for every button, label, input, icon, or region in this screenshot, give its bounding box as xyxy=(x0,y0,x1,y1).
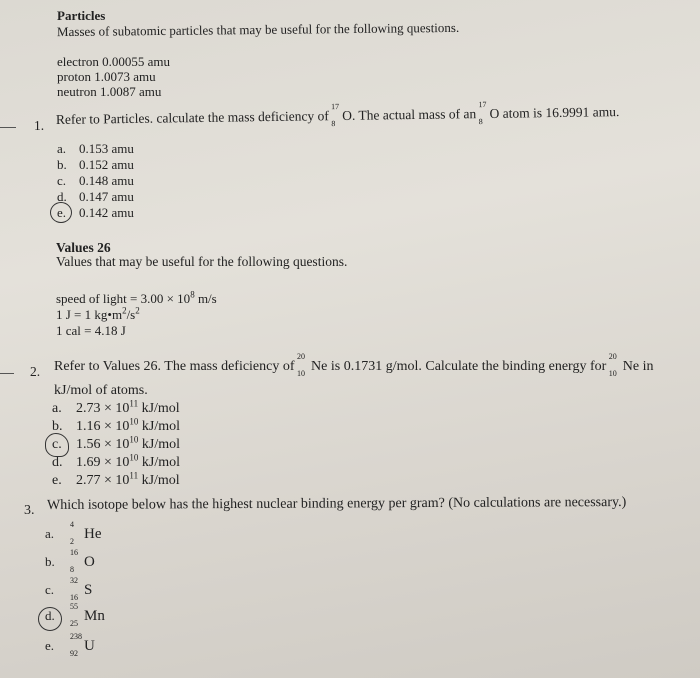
option-exponent: 10 xyxy=(129,452,139,463)
option-text: 0.142 amu xyxy=(79,205,134,220)
q1-stem xyxy=(55,99,620,129)
isotope-s32 xyxy=(70,575,93,602)
option-letter: b. xyxy=(45,554,55,570)
q1-option-a xyxy=(57,141,134,157)
q2-option-e xyxy=(52,470,180,489)
option-letter: b. xyxy=(57,157,67,172)
nuclide-mass: 17 xyxy=(331,102,340,112)
option-text: 0.148 amu xyxy=(79,173,134,188)
option-unit: kJ/mol xyxy=(138,401,180,416)
option-letter: a. xyxy=(45,526,55,542)
option-text: 0.152 amu xyxy=(79,157,134,172)
option-text: 2.77 × 10 xyxy=(76,473,130,488)
nuclide-z: 2 xyxy=(70,536,74,546)
joule-text: 1 J = 1 kg•m xyxy=(56,307,123,322)
nuclide-z: 10 xyxy=(297,369,306,378)
q2-number: 2. xyxy=(30,364,41,379)
q1-nuclide-o17 xyxy=(331,102,353,129)
proton-mass: proton 1.0073 amu xyxy=(57,69,156,84)
option-text: 2.73 × 10 xyxy=(76,401,130,416)
speed-unit: m/s xyxy=(194,291,217,306)
nuclide-mass: 4 xyxy=(70,519,74,529)
speed-text: speed of light = 3.00 × 10 xyxy=(56,291,191,306)
nuclide-symbol: Mn xyxy=(84,607,105,624)
nuclide-z: 8 xyxy=(331,119,336,129)
nuclide-z: 8 xyxy=(70,564,74,574)
q2-line2: kJ/mol of atoms. xyxy=(54,383,148,398)
q1-number: 1. xyxy=(34,118,45,133)
option-unit: kJ/mol xyxy=(138,455,181,470)
q1-nuclide-o17-2 xyxy=(478,99,500,127)
q1-option-b xyxy=(57,157,134,173)
option-letter: d. xyxy=(57,189,67,204)
nuclide-z: 92 xyxy=(70,648,78,658)
option-exponent: 10 xyxy=(129,416,139,427)
q1-text-a: Refer to Particles. calculate the mass deficiency of xyxy=(55,108,329,127)
values-title: Values 26 xyxy=(56,240,111,255)
nuclide-mass: 238 xyxy=(70,631,82,641)
joule-exponent-1: 2 xyxy=(122,305,127,316)
nuclide-mass: 32 xyxy=(70,575,78,585)
option-letter: e. xyxy=(52,473,62,488)
option-text: 1.16 × 10 xyxy=(76,419,130,434)
q2-nuclide-ne20-2 xyxy=(608,352,640,378)
joule-definition xyxy=(56,307,140,323)
nuclide-mass: 55 xyxy=(70,601,78,611)
option-letter: e. xyxy=(45,638,55,654)
option-text: 0.147 amu xyxy=(79,189,134,204)
nuclide-symbol: S xyxy=(84,581,93,598)
isotope-he4 xyxy=(70,519,102,546)
nuclide-z: 10 xyxy=(608,369,617,378)
q3-option-a xyxy=(45,519,102,549)
option-letter: a. xyxy=(52,401,62,416)
q1-text-b: . The actual mass of an xyxy=(351,106,477,123)
nuclide-mass: 20 xyxy=(297,352,306,361)
nuclide-symbol: O xyxy=(342,107,353,124)
q2-option-a xyxy=(52,398,180,417)
option-text: 1.56 × 10 xyxy=(76,437,130,452)
q2-stem xyxy=(54,352,654,378)
option-letter: c. xyxy=(45,582,55,598)
calorie-definition: 1 cal = 4.18 J xyxy=(56,323,126,338)
nuclide-symbol: U xyxy=(84,637,95,654)
option-letter: d. xyxy=(45,608,55,624)
particles-title: Particles xyxy=(57,8,106,23)
q1-option-c xyxy=(57,173,134,189)
option-unit: kJ/mol xyxy=(138,437,181,452)
nuclide-symbol: He xyxy=(84,525,102,542)
nuclide-symbol: Ne xyxy=(622,359,640,374)
electron-mass: electron 0.00055 amu xyxy=(57,54,170,69)
margin-mark xyxy=(0,373,14,374)
nuclide-symbol: Ne xyxy=(311,359,328,374)
q2-option-d xyxy=(52,452,181,471)
isotope-o16 xyxy=(70,547,95,574)
nuclide-z: 8 xyxy=(478,117,483,127)
option-letter: d. xyxy=(52,455,63,470)
q2-option-b xyxy=(52,416,181,435)
q3-option-e xyxy=(45,631,95,661)
neutron-mass: neutron 1.0087 amu xyxy=(57,84,162,99)
q3-stem: Which isotope below has the highest nuclear binding energy per gram? (No calculations are necessary.) xyxy=(46,494,627,513)
isotope-u238 xyxy=(70,631,95,658)
speed-exponent: 8 xyxy=(190,289,195,300)
speed-of-light xyxy=(56,291,217,307)
option-unit: kJ/mol xyxy=(138,419,181,434)
q2-text-a: Refer to Values 26. The mass deficiency of xyxy=(54,359,295,374)
margin-mark xyxy=(0,127,16,128)
nuclide-z: 25 xyxy=(70,618,78,628)
answer-circle-q2 xyxy=(45,433,69,457)
q3-option-c xyxy=(45,575,93,605)
q3-option-b xyxy=(45,547,95,577)
option-text: 1.69 × 10 xyxy=(76,455,130,470)
option-unit: kJ/mol xyxy=(138,473,180,488)
q2-text-b: is 0.1731 g/mol. Calculate the binding energy for xyxy=(330,359,607,374)
isotope-mn55 xyxy=(70,601,105,628)
nuclide-mass: 16 xyxy=(70,547,78,557)
q2-option-c xyxy=(52,434,181,453)
joule-exponent-2: 2 xyxy=(135,305,140,316)
particles-subtitle: Masses of subatomic particles that may be useful for the following questions. xyxy=(56,19,460,40)
joule-mid: /s xyxy=(126,307,136,322)
q1-option-d xyxy=(57,189,134,205)
nuclide-z: 16 xyxy=(70,592,78,602)
q3-number: 3. xyxy=(24,503,35,518)
option-letter: c. xyxy=(52,437,62,452)
option-exponent: 10 xyxy=(129,434,139,445)
answer-circle-q1 xyxy=(50,202,72,223)
option-letter: c. xyxy=(57,173,67,188)
nuclide-mass: 20 xyxy=(608,352,617,361)
nuclide-mass: 17 xyxy=(478,99,487,110)
option-letter: a. xyxy=(57,141,67,156)
option-letter: b. xyxy=(52,419,63,434)
q2-nuclide-ne20 xyxy=(297,352,328,378)
nuclide-symbol: O xyxy=(84,553,95,570)
option-letter: e. xyxy=(57,205,67,220)
q2-text-c: in xyxy=(642,359,654,374)
option-exponent: 11 xyxy=(129,470,139,481)
option-text: 0.153 amu xyxy=(79,141,134,156)
answer-circle-q3 xyxy=(38,607,62,631)
q1-text-c: atom is 16.9991 amu. xyxy=(502,104,620,121)
nuclide-symbol: O xyxy=(489,105,500,121)
option-exponent: 11 xyxy=(129,398,139,409)
values-subtitle: Values that may be useful for the following questions. xyxy=(56,254,348,269)
